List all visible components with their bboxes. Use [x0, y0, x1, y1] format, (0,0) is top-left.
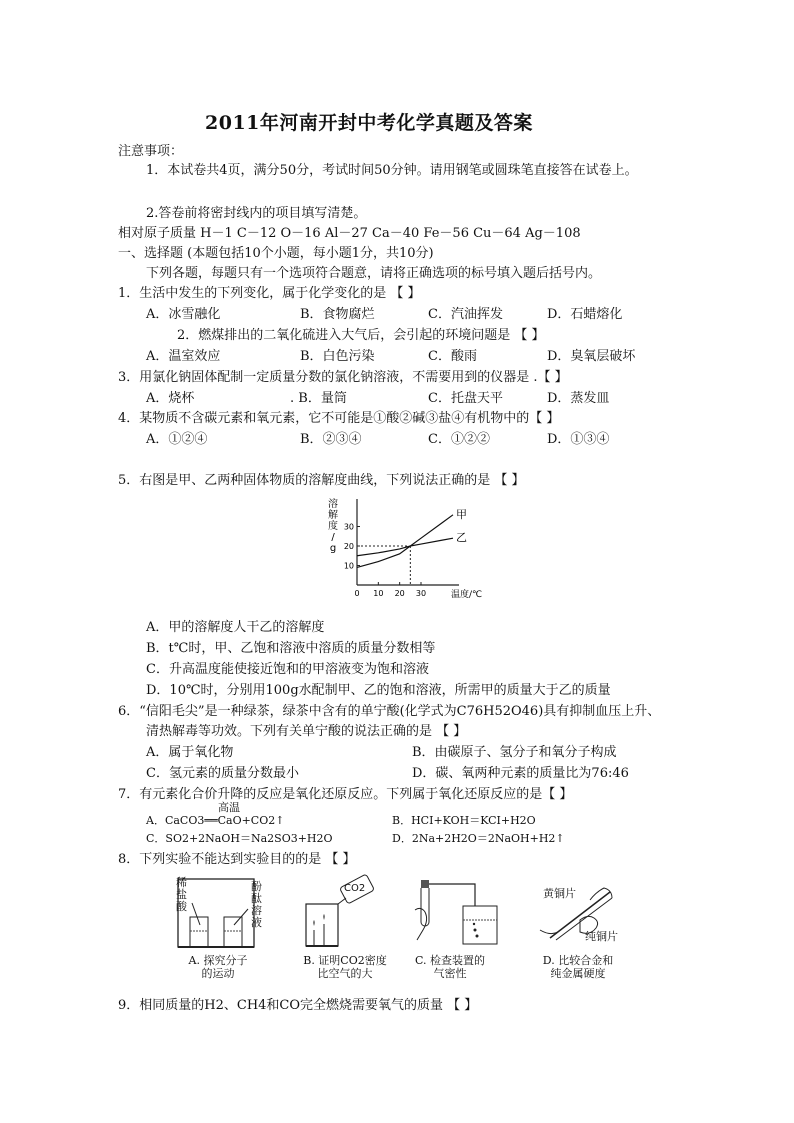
question-stem: 9．相同质量的H2、CH4和CO完全燃烧需要氧气的质量 【 】 — [118, 998, 478, 1013]
option: C．氢元素的质量分数最小 — [146, 766, 299, 781]
caption-line: C. 检查装置的 — [414, 954, 486, 967]
figure-caption — [295, 954, 395, 980]
caption-line: 的运动 — [201, 967, 235, 980]
bottle-label-phenolphthalein: 酚酞溶液 — [251, 880, 262, 929]
y-axis-label: 度 — [328, 521, 338, 532]
page-title: 2011年河南开封中考化学真题及答案 — [205, 112, 533, 134]
y-axis-label: 解 — [328, 510, 338, 521]
option: D．臭氧层破坏 — [547, 349, 636, 364]
option: A．甲的溶解度人干乙的溶解度 — [146, 620, 325, 635]
option: A．冰雪融化 — [146, 307, 221, 322]
option: C．汽油挥发 — [428, 307, 503, 322]
series-label: 甲 — [456, 507, 467, 521]
option: A．烧杯 — [146, 391, 195, 406]
caption-line: 纯金属硬度 — [550, 967, 606, 980]
series-line-2 — [357, 538, 453, 556]
option: B．白色污染 — [300, 349, 375, 364]
y-tick-label: 20 — [343, 542, 354, 551]
series-label: 乙 — [456, 531, 467, 545]
option: A．属于氧化物 — [146, 745, 234, 760]
y-axis-label: / — [331, 532, 335, 543]
question-stem: 7．有元素化合价升降的反应是氧化还原反应。下列属于氧化还原反应的是【 】 — [118, 787, 573, 802]
label-brass-plate: 黄铜片 — [543, 887, 576, 900]
question-stem: 4．某物质不含碳元素和氧元素，它不可能是①酸②碱③盐④有机物中的【 】 — [118, 411, 560, 426]
x-tick-label: 30 — [415, 589, 427, 598]
option: A．①②④ — [146, 432, 208, 447]
caption-line: 比空气的大 — [317, 967, 373, 980]
reaction-condition: 高温 — [218, 801, 240, 814]
x-axis-label: 温度/℃ — [451, 590, 483, 600]
question-stem: 3．用氯化钠固体配制一定质量分数的氯化钠溶液，不需要用到的仪器是 .【 】 — [118, 370, 568, 385]
caption-line: B. 证明CO2密度 — [303, 954, 387, 967]
y-tick-label: 30 — [343, 522, 354, 532]
option: B．HCI+KOH＝KCI+H2O — [392, 814, 536, 827]
option: C．酸雨 — [428, 349, 477, 364]
note-item: 1．本试卷共4页，满分50分，考试时间50分钟。请用钢笔或圆珠笔直接答在试卷上。 — [146, 163, 638, 178]
question-stem: 8．下列实验不能达到实验目的的是 【 】 — [118, 852, 356, 867]
y-tick-label: 10 — [343, 561, 354, 571]
bottle-label-acid: 稀盐酸 — [176, 876, 187, 913]
label-pure-copper-plate: 纯铜片 — [585, 930, 618, 943]
option: A．CaCO3══CaO+CO2↑ — [146, 814, 285, 827]
option: D．石蜡熔化 — [547, 307, 623, 322]
figure-caption — [528, 954, 628, 980]
figure-caption — [178, 954, 258, 980]
option: C．①②② — [428, 432, 490, 447]
option: B．由碳原子、氢分子和氧分子构成 — [412, 745, 617, 760]
section-heading: 一、选择题 (本题包括10个小题，每小题1分，共10分) — [118, 246, 434, 261]
notes-heading: 注意事项： — [118, 144, 184, 159]
caption-line: D. 比较合金和 — [542, 954, 614, 967]
gas-label-co2: CO2 — [344, 883, 366, 894]
option: B．食物腐烂 — [300, 307, 375, 322]
x-tick-label: 10 — [373, 589, 384, 598]
experiment-c-figure — [405, 870, 505, 950]
question-stem: 清热解毒等功效。下列有关单宁酸的说法正确的是 【 】 — [146, 724, 467, 739]
option: C．升高温度能使接近饱和的甲溶液变为饱和溶液 — [146, 662, 429, 677]
question-stem: 6．“信阳毛尖”是一种绿茶，绿茶中含有的单宁酸(化学式为C76H52O46)具有抑制血压上升、 — [118, 704, 661, 719]
question-stem: 5．右图是甲、乙两种固体物质的溶解度曲线，下列说法正确的是 【 】 — [118, 473, 525, 488]
question-stem: 1．生活中发生的下列变化，属于化学变化的是 【 】 — [118, 286, 421, 301]
option: C．SO2+2NaOH＝Na2SO3+H2O — [146, 832, 333, 845]
option: D．10℃时，分别用100g水配制甲、乙的饱和溶液，所需甲的质量大于乙的质量 — [146, 683, 611, 698]
y-axis-label: 溶 — [328, 499, 338, 510]
option: D．蒸发皿 — [547, 391, 610, 406]
figure-caption — [405, 954, 495, 980]
option: B．t℃时，甲、乙饱和溶液中溶质的质量分数相等 — [146, 641, 436, 656]
option: D．2Na+2H2O＝2NaOH+H2↑ — [392, 832, 565, 845]
option: . B．量筒 — [290, 391, 347, 406]
option: A．温室效应 — [146, 349, 221, 364]
caption-line: A. 探究分子 — [188, 954, 248, 967]
option: D．碳、氧两种元素的质量比为76:46 — [412, 766, 629, 781]
option: D．①③④ — [547, 432, 610, 447]
option: B．②③④ — [300, 432, 362, 447]
y-axis-label: g — [329, 543, 337, 554]
solubility-chart — [325, 495, 483, 607]
x-tick-label: 0 — [354, 589, 360, 598]
note-item: 2.答卷前将密封线内的项目填写清楚。 — [146, 206, 367, 221]
experiment-b-figure — [300, 872, 380, 952]
question-stem: 2．燃煤排出的二氧化硫进入大气后，会引起的环境问题是 【 】 — [177, 328, 545, 343]
x-tick-label: 20 — [394, 589, 405, 598]
caption-line: 气密性 — [433, 967, 467, 980]
section-instruction: 下列各题，每题只有一个选项符合题意，请将正确选项的标号填入题后括号内。 — [146, 266, 602, 281]
option: C．托盘天平 — [428, 391, 503, 406]
atomic-mass-line: 相对原子质量 H－1 C－12 O－16 Al－27 Ca－40 Fe－56 Cu－64 Ag－108 — [118, 226, 581, 241]
